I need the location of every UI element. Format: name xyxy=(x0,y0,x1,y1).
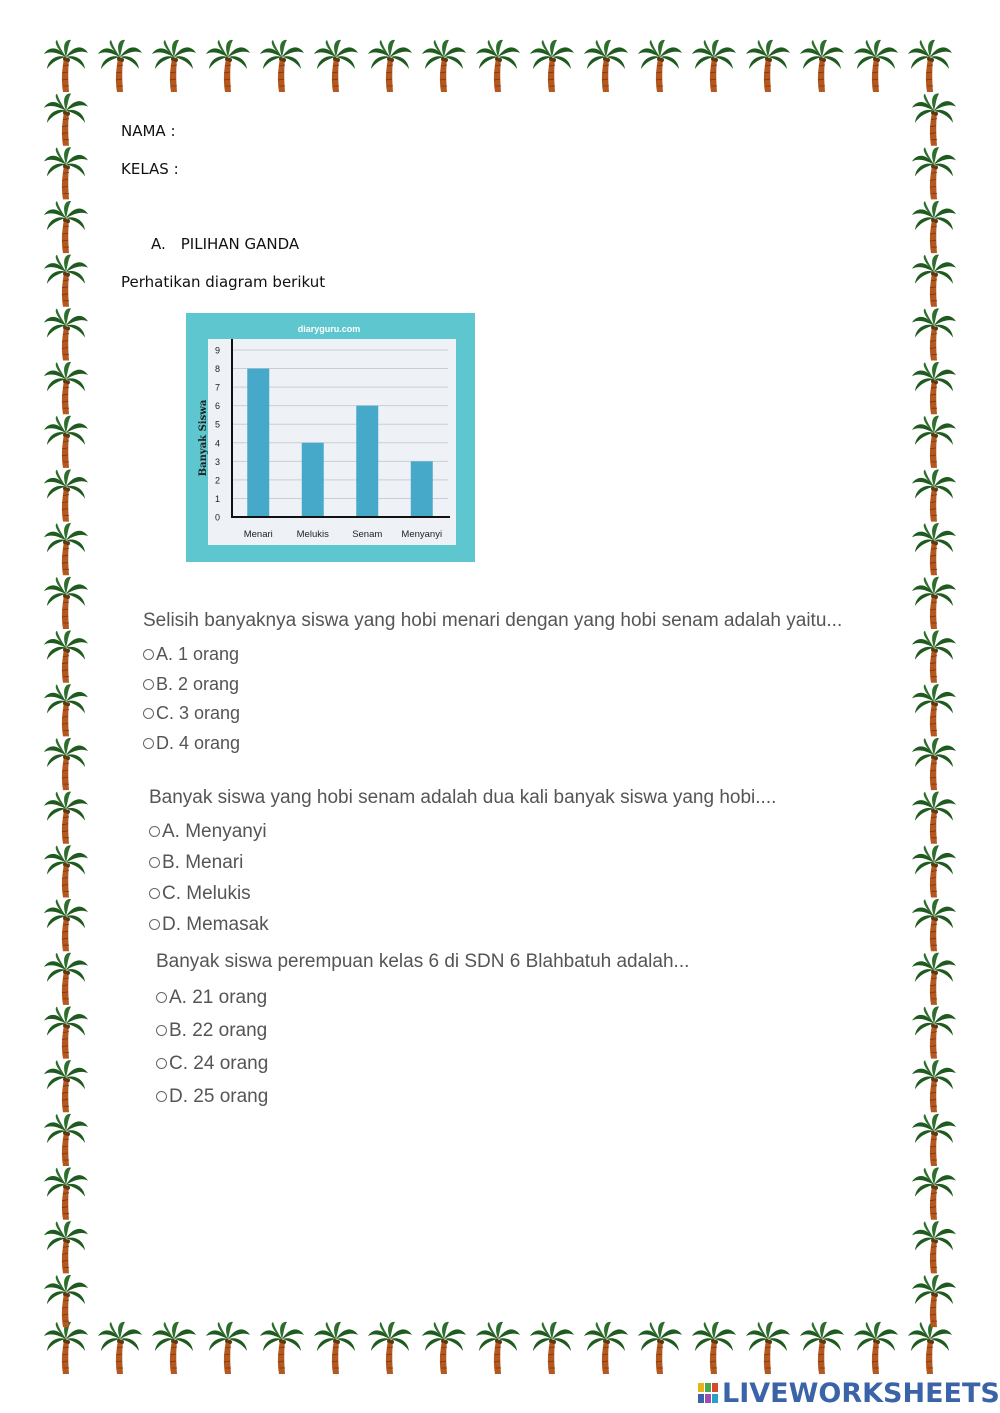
palm-tree-icon xyxy=(530,40,574,92)
question-1-stem: Selisih banyaknya siswa yang hobi menari dengan yang hobi senam adalah yaitu... xyxy=(143,610,843,631)
radio-icon[interactable] xyxy=(156,992,167,1003)
palm-tree-icon xyxy=(314,40,358,92)
palm-tree-icon xyxy=(912,1060,956,1112)
y-axis-label: Banyak Siswa xyxy=(198,399,209,477)
radio-icon[interactable] xyxy=(143,679,154,690)
palm-tree-icon xyxy=(44,94,88,146)
question-2-option-a[interactable]: A. Menyanyi xyxy=(149,816,776,847)
palm-tree-icon xyxy=(368,40,412,92)
question-3-stem: Banyak siswa perempuan kelas 6 di SDN 6 Blahbatuh adalah... xyxy=(156,951,690,972)
palm-tree-icon xyxy=(44,1060,88,1112)
y-tick-label: 2 xyxy=(214,475,220,486)
radio-icon[interactable] xyxy=(156,1058,167,1069)
palm-tree-icon xyxy=(746,1322,790,1374)
class-label: KELAS : xyxy=(121,160,179,178)
palm-tree-icon xyxy=(912,147,956,199)
palm-tree-icon xyxy=(912,631,956,683)
palm-tree-icon xyxy=(260,40,304,92)
radio-icon[interactable] xyxy=(143,649,154,660)
palm-tree-icon xyxy=(44,1006,88,1058)
y-tick-label: 4 xyxy=(214,438,220,449)
palm-tree-icon xyxy=(422,1322,466,1374)
palm-tree-icon xyxy=(912,523,956,575)
palm-tree-icon xyxy=(912,899,956,951)
question-2-stem: Banyak siswa yang hobi senam adalah dua kali banyak siswa yang hobi.... xyxy=(149,787,777,808)
palm-tree-icon xyxy=(44,147,88,199)
question-1-option-b[interactable]: B. 2 orang xyxy=(143,670,842,700)
palm-tree-icon xyxy=(44,577,88,629)
y-tick-label: 8 xyxy=(214,364,220,375)
y-tick-label: 3 xyxy=(214,456,220,467)
palm-tree-icon xyxy=(44,738,88,790)
palm-tree-icon xyxy=(584,40,628,92)
palm-tree-icon xyxy=(912,1275,956,1327)
palm-tree-icon xyxy=(908,40,952,92)
radio-icon[interactable] xyxy=(143,708,154,719)
palm-tree-icon xyxy=(44,308,88,360)
liveworksheets-logo[interactable] xyxy=(698,1378,1000,1408)
palm-tree-icon xyxy=(912,469,956,521)
y-tick-label: 0 xyxy=(214,512,220,523)
y-tick-label: 7 xyxy=(214,382,220,393)
palm-tree-icon xyxy=(44,1114,88,1166)
palm-tree-icon xyxy=(44,523,88,575)
bar-chart xyxy=(186,313,475,562)
palm-tree-icon xyxy=(44,416,88,468)
footer-logo-text: LIVEWORKSHEETS xyxy=(722,1377,1000,1409)
palm-tree-icon xyxy=(476,40,520,92)
palm-tree-icon xyxy=(692,40,736,92)
palm-tree-icon xyxy=(368,1322,412,1374)
palm-tree-icon xyxy=(422,40,466,92)
question-2-option-d[interactable]: D. Memasak xyxy=(149,909,776,940)
y-tick-label: 1 xyxy=(214,493,220,504)
radio-icon[interactable] xyxy=(149,919,160,930)
palm-tree-icon xyxy=(44,899,88,951)
palm-tree-icon xyxy=(44,1168,88,1220)
palm-tree-icon xyxy=(912,738,956,790)
palm-tree-icon xyxy=(98,40,142,92)
palm-tree-icon xyxy=(912,1006,956,1058)
radio-icon[interactable] xyxy=(149,888,160,899)
question-2-option-c[interactable]: C. Melukis xyxy=(149,878,776,909)
question-2-option-b[interactable]: B. Menari xyxy=(149,847,776,878)
palm-tree-icon xyxy=(44,953,88,1005)
palm-tree-icon xyxy=(98,1322,142,1374)
palm-tree-icon xyxy=(44,631,88,683)
palm-tree-icon xyxy=(152,1322,196,1374)
palm-tree-icon xyxy=(44,1275,88,1327)
palm-tree-icon xyxy=(44,40,88,92)
palm-tree-icon xyxy=(584,1322,628,1374)
palm-tree-icon xyxy=(912,684,956,736)
question-1-option-a[interactable]: A. 1 orang xyxy=(143,640,842,670)
radio-icon[interactable] xyxy=(149,857,160,868)
instruction-text: Perhatikan diagram berikut xyxy=(121,273,326,291)
chart-title: diaryguru.com xyxy=(297,324,361,334)
palm-tree-icon xyxy=(912,1168,956,1220)
question-3-option-d[interactable]: D. 25 orang xyxy=(156,1080,689,1113)
palm-tree-icon xyxy=(206,40,250,92)
palm-tree-icon xyxy=(206,1322,250,1374)
question-3-option-c[interactable]: C. 24 orang xyxy=(156,1047,689,1080)
palm-tree-icon xyxy=(912,201,956,253)
bar-menari xyxy=(247,369,269,517)
palm-tree-icon xyxy=(44,845,88,897)
palm-tree-icon xyxy=(260,1322,304,1374)
bar-menyanyi xyxy=(411,461,433,517)
palm-tree-icon xyxy=(854,1322,898,1374)
palm-tree-icon xyxy=(638,40,682,92)
bar-chart-frame xyxy=(186,313,475,562)
palm-tree-icon xyxy=(912,416,956,468)
x-tick-label: Menari xyxy=(243,529,273,540)
y-tick-label: 9 xyxy=(214,345,220,356)
palm-tree-icon xyxy=(912,94,956,146)
palm-tree-icon xyxy=(912,255,956,307)
palm-tree-icon xyxy=(692,1322,736,1374)
question-1 xyxy=(143,610,842,758)
palm-tree-icon xyxy=(44,792,88,844)
y-tick-label: 5 xyxy=(214,419,220,430)
palm-tree-icon xyxy=(908,1322,952,1374)
palm-tree-icon xyxy=(530,1322,574,1374)
radio-icon[interactable] xyxy=(156,1025,167,1036)
bar-melukis xyxy=(302,443,324,517)
palm-tree-icon xyxy=(638,1322,682,1374)
palm-tree-icon xyxy=(912,362,956,414)
section-title: A. PILIHAN GANDA xyxy=(151,235,300,253)
palm-tree-icon xyxy=(854,40,898,92)
y-tick-label: 6 xyxy=(214,401,220,412)
palm-tree-icon xyxy=(912,792,956,844)
palm-tree-icon xyxy=(746,40,790,92)
palm-tree-icon xyxy=(800,40,844,92)
palm-tree-icon xyxy=(44,255,88,307)
radio-icon[interactable] xyxy=(156,1091,167,1102)
palm-tree-icon xyxy=(912,308,956,360)
palm-tree-icon xyxy=(44,362,88,414)
palm-tree-icon xyxy=(44,469,88,521)
palm-tree-icon xyxy=(152,40,196,92)
palm-tree-icon xyxy=(912,1114,956,1166)
name-label: NAMA : xyxy=(121,122,176,140)
radio-icon[interactable] xyxy=(143,738,154,749)
bar-senam xyxy=(356,406,378,517)
x-tick-label: Senam xyxy=(352,529,383,540)
x-tick-label: Menyanyi xyxy=(401,529,443,540)
palm-tree-icon xyxy=(912,577,956,629)
palm-tree-icon xyxy=(314,1322,358,1374)
palm-tree-icon xyxy=(912,1221,956,1273)
palm-tree-icon xyxy=(912,953,956,1005)
palm-tree-icon xyxy=(44,1221,88,1273)
palm-tree-icon xyxy=(44,684,88,736)
question-1-option-d[interactable]: D. 4 orang xyxy=(143,729,842,759)
question-3-option-b[interactable]: B. 22 orang xyxy=(156,1014,689,1047)
liveworksheets-logo-icon xyxy=(698,1382,720,1404)
palm-tree-icon xyxy=(44,201,88,253)
palm-tree-icon xyxy=(44,1322,88,1374)
palm-tree-icon xyxy=(476,1322,520,1374)
question-2 xyxy=(149,787,776,940)
radio-icon[interactable] xyxy=(149,826,160,837)
question-3 xyxy=(156,951,689,1113)
question-3-option-a[interactable]: A. 21 orang xyxy=(156,981,689,1014)
palm-tree-icon xyxy=(800,1322,844,1374)
x-tick-label: Melukis xyxy=(296,529,329,540)
question-1-option-c[interactable]: C. 3 orang xyxy=(143,699,842,729)
palm-tree-icon xyxy=(912,845,956,897)
